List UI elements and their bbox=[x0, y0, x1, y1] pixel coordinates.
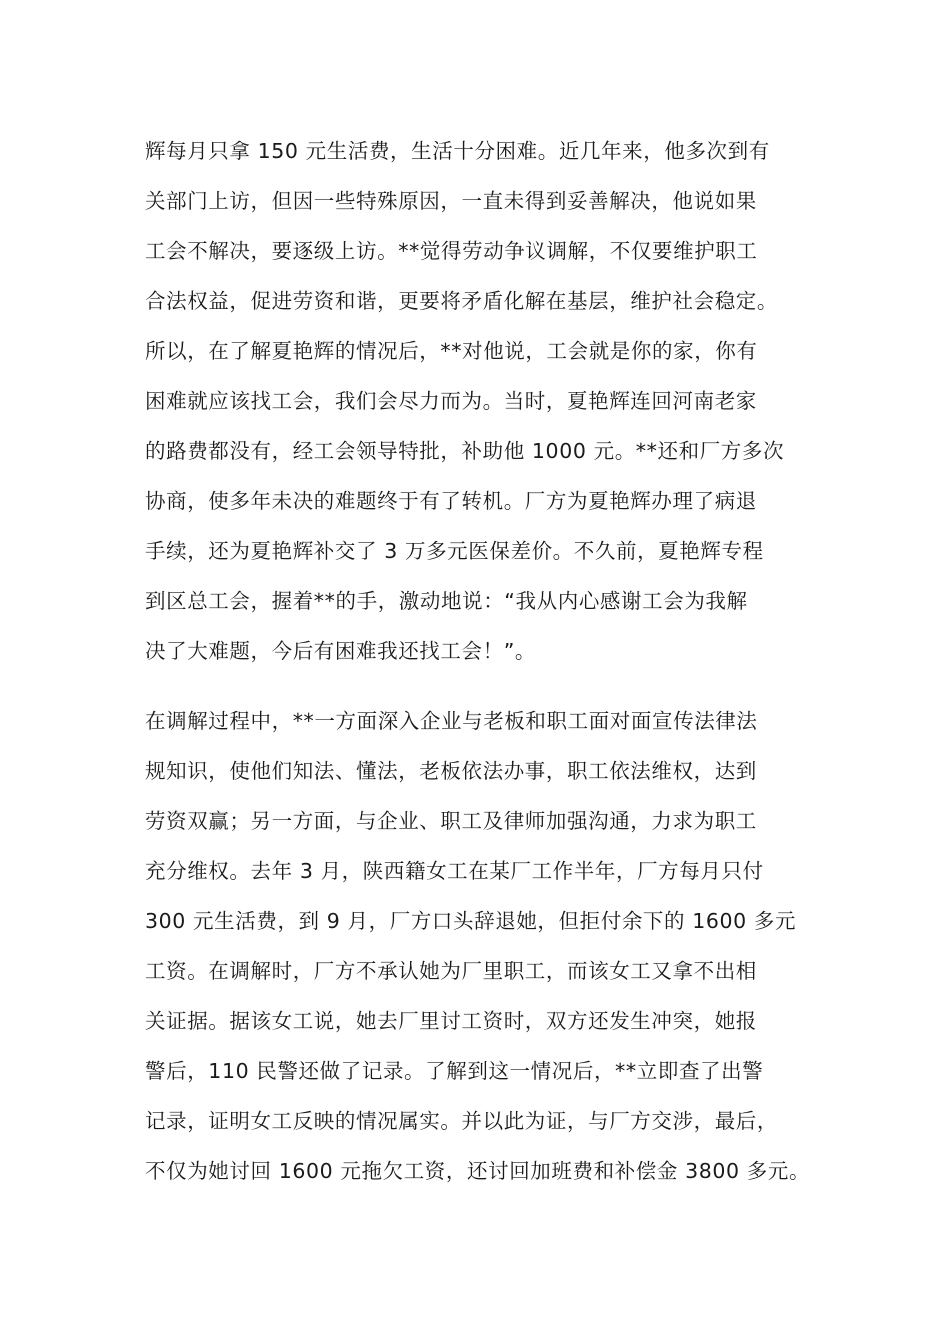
text-line: 300 元生活费，到 9 月，厂方口头辞退她，但拒付余下的 1600 多元 bbox=[145, 909, 797, 933]
text-line: 辉每月只拿 150 元生活费，生活十分困难。近几年来，他多次到有 bbox=[145, 139, 770, 163]
text-line: 到区总工会，握着**的手，激动地说：“我从内心感谢工会为我解 bbox=[145, 589, 748, 613]
text-line: 协商，使多年未决的难题终于有了转机。厂方为夏艳辉办理了病退 bbox=[145, 489, 757, 513]
text-line: 警后，110 民警还做了记录。了解到这一情况后，**立即查了出警 bbox=[145, 1059, 764, 1083]
text-line: 工资。在调解时，厂方不承认她为厂里职工，而该女工又拿不出相 bbox=[145, 959, 757, 983]
text-line: 工会不解决，要逐级上访。**觉得劳动争议调解，不仅要维护职工 bbox=[145, 239, 758, 263]
text-line: 的路费都没有，经工会领导特批，补助他 1000 元。**还和厂方多次 bbox=[145, 439, 785, 463]
text-line: 关部门上访，但因一些特殊原因，一直未得到妥善解决，他说如果 bbox=[145, 189, 757, 213]
text-line: 劳资双赢；另一方面，与企业、职工及律师加强沟通，力求为职工 bbox=[145, 809, 757, 833]
text-line: 合法权益，促进劳资和谐，更要将矛盾化解在基层，维护社会稳定。 bbox=[145, 289, 778, 313]
text-line: 不仅为她讨回 1600 元拖欠工资，还讨回加班费和补偿金 3800 多元。 bbox=[145, 1159, 811, 1183]
text-line: 充分维权。去年 3 月，陕西籍女工在某厂工作半年，厂方每月只付 bbox=[145, 859, 764, 883]
text-line: 决了大难题，今后有困难我还找工会！”。 bbox=[145, 639, 537, 663]
text-line: 关证据。据该女工说，她去厂里讨工资时，双方还发生冲突，她报 bbox=[145, 1009, 757, 1033]
text-line: 困难就应该找工会，我们会尽力而为。当时，夏艳辉连回河南老家 bbox=[145, 389, 757, 413]
text-line: 记录，证明女工反映的情况属实。并以此为证，与厂方交涉，最后， bbox=[145, 1109, 778, 1133]
text-line: 所以，在了解夏艳辉的情况后，**对他说，工会就是你的家，你有 bbox=[145, 339, 758, 363]
paragraph-2 bbox=[145, 702, 825, 1202]
text-line: 规知识，使他们知法、懂法，老板依法办事，职工依法维权，达到 bbox=[145, 759, 757, 783]
paragraph-1 bbox=[145, 132, 825, 682]
text-line: 手续，还为夏艳辉补交了 3 万多元医保差价。不久前，夏艳辉专程 bbox=[145, 539, 764, 563]
text-line: 在调解过程中，**一方面深入企业与老板和职工面对面宣传法律法 bbox=[145, 709, 758, 733]
